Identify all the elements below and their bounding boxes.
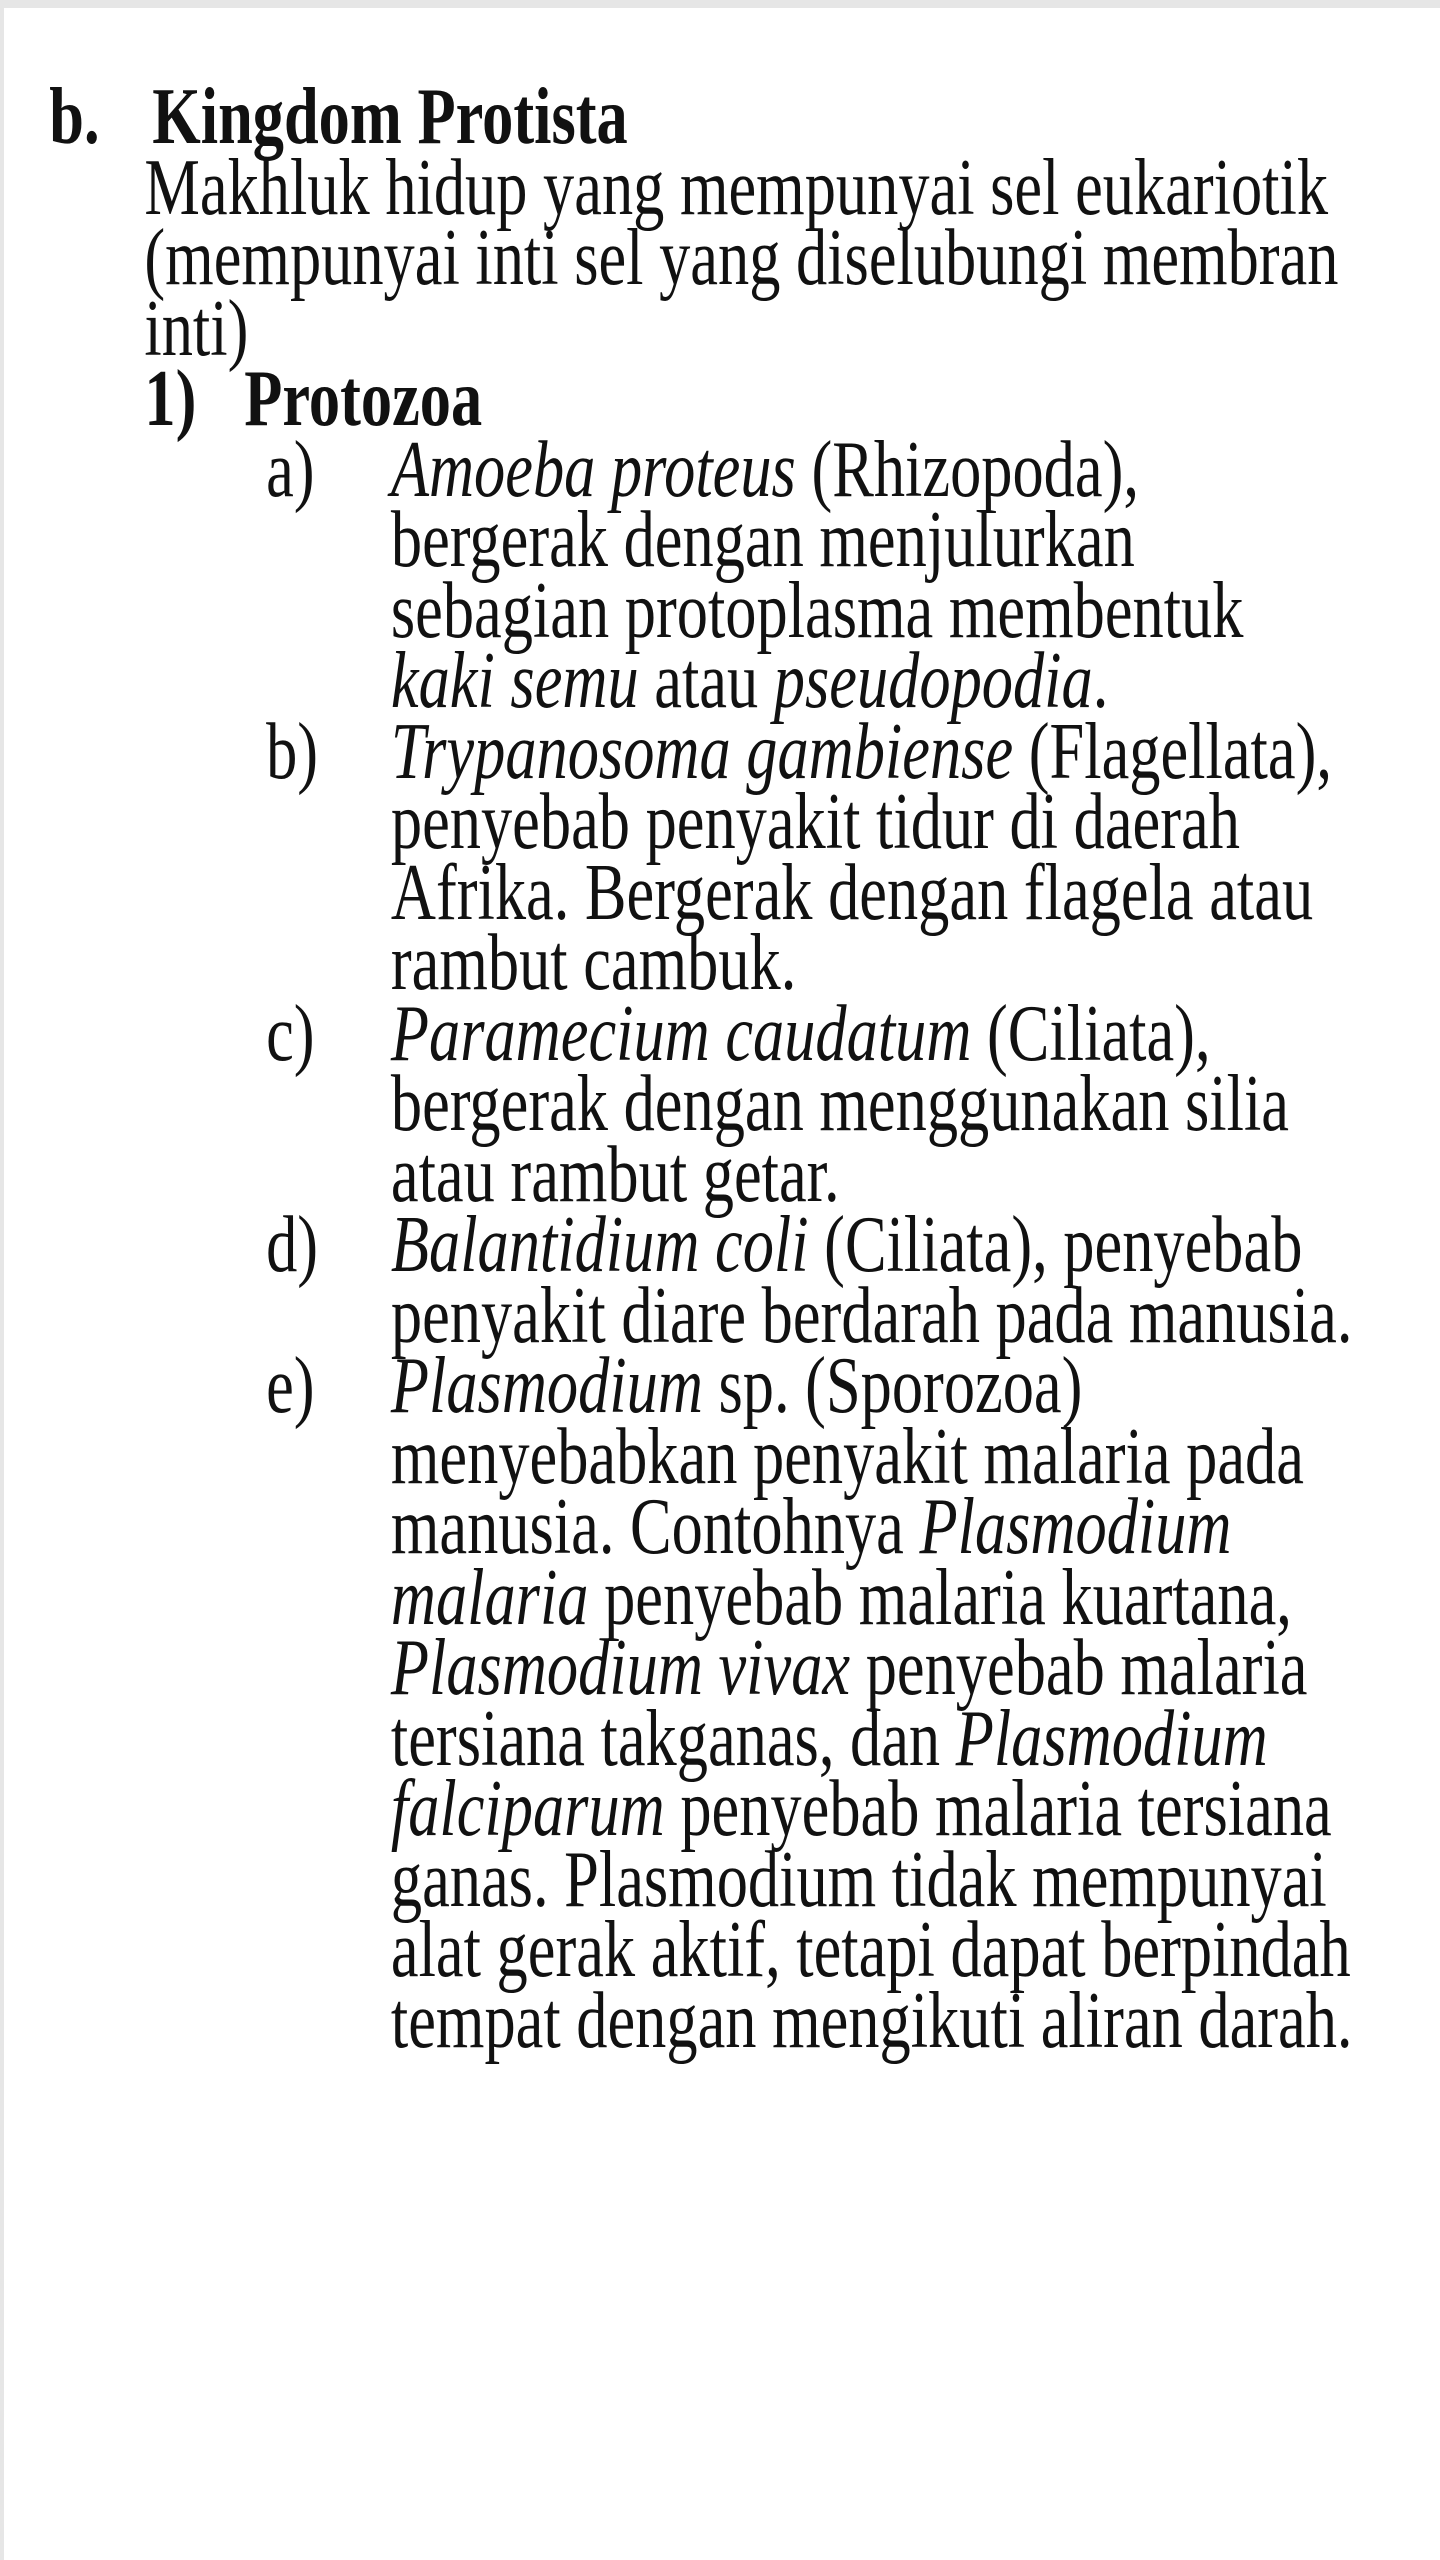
list-item-line	[4, 1835, 1440, 1924]
text-segment: bergerak dengan menggunakan silia	[390, 1060, 1290, 1148]
list-item-line	[4, 989, 1440, 1078]
list-item-text	[390, 1624, 1308, 1712]
list-item	[4, 989, 1440, 1219]
species-name: falciparum	[390, 1765, 665, 1853]
list-item-text	[390, 1060, 1290, 1148]
species-name: kaki semu	[390, 637, 639, 725]
document-body	[4, 73, 1440, 2065]
intro-line	[4, 143, 1440, 232]
text-segment: bergerak dengan menjulurkan	[390, 496, 1135, 584]
list-item-line	[4, 1694, 1440, 1783]
text-segment: atau	[638, 637, 774, 725]
text-segment: (Ciliata), penyebab	[808, 1201, 1303, 1289]
species-name: Plasmodium	[955, 1694, 1268, 1783]
list-item-text	[390, 778, 1240, 866]
list-item-marker: e)	[266, 1342, 315, 1430]
text-segment: ganas. Plasmodium tidak mempunyai	[390, 1835, 1327, 1924]
list-item-line	[4, 1553, 1440, 1642]
list-item-text	[390, 848, 1314, 937]
text-segment: penyebab malaria tersiana	[664, 1765, 1332, 1853]
text-segment: (Ciliata),	[971, 989, 1211, 1078]
intro-text: Makhluk hidup yang mempunyai sel eukariotik	[144, 143, 1329, 232]
text-segment: rambut cambuk.	[390, 919, 797, 1007]
list-item-marker: d)	[266, 1201, 319, 1289]
list-item-text	[390, 707, 1332, 796]
list-item-line	[4, 425, 1440, 514]
subsection-heading	[4, 355, 1440, 443]
text-segment: penyebab penyakit tidur di daerah	[390, 778, 1240, 866]
list-item-text	[390, 425, 1139, 514]
list-item-marker: b)	[266, 707, 319, 796]
list-item-text	[390, 566, 1244, 655]
list-item-line	[4, 1060, 1440, 1148]
list-item-text	[390, 989, 1211, 1078]
list-item-text	[390, 1976, 1353, 2065]
document-page	[4, 8, 1440, 2560]
text-segment: penyakit diare berdarah pada manusia.	[390, 1271, 1353, 1360]
list-item-text	[390, 919, 797, 1007]
text-segment: manusia. Contohnya	[390, 1483, 920, 1571]
list-item-line	[4, 707, 1440, 796]
text-segment: sebagian protoplasma membentuk	[390, 566, 1244, 655]
list-item-line	[4, 1976, 1440, 2065]
text-segment: penyebab malaria	[850, 1624, 1308, 1712]
text-segment: (Rhizopoda),	[795, 425, 1139, 514]
protozoa-list	[4, 425, 1440, 2065]
list-item-line	[4, 1130, 1440, 1219]
intro-line	[4, 214, 1440, 302]
list-item-text	[390, 1906, 1351, 1994]
section-marker: b.	[49, 73, 100, 161]
text-segment: atau rambut getar.	[390, 1130, 840, 1219]
list-item-line	[4, 778, 1440, 866]
text-segment: menyebabkan penyakit malaria pada	[390, 1412, 1304, 1501]
list-item	[4, 707, 1440, 1007]
species-name: Plasmodium	[390, 1342, 703, 1430]
list-item-line	[4, 1201, 1440, 1289]
list-item-text	[390, 1765, 1332, 1853]
list-item-line	[4, 1271, 1440, 1360]
list-item-marker: a)	[266, 425, 315, 514]
subsection-title: Protozoa	[244, 355, 483, 443]
species-name: Plasmodium	[919, 1483, 1232, 1571]
list-item	[4, 1201, 1440, 1360]
list-item-text	[390, 637, 1109, 725]
section-heading	[4, 73, 1440, 161]
text-segment: penyebab malaria kuartana,	[588, 1553, 1292, 1642]
species-name: malaria	[390, 1553, 589, 1642]
list-item-line	[4, 1624, 1440, 1712]
list-item-line	[4, 1906, 1440, 1994]
text-segment: (Flagellata),	[1013, 707, 1332, 796]
list-item-line	[4, 566, 1440, 655]
species-name: Trypanosoma gambiense	[390, 707, 1014, 796]
text-segment: tempat dengan mengikuti aliran darah.	[390, 1976, 1353, 2065]
text-segment: Afrika. Bergerak dengan flagela atau	[390, 848, 1314, 937]
list-item-text	[390, 1271, 1353, 1360]
intro-line	[4, 284, 1440, 373]
list-item-line	[4, 637, 1440, 725]
list-item-text	[390, 1412, 1304, 1501]
text-segment: .	[1092, 637, 1109, 725]
list-item-text	[390, 1835, 1327, 1924]
species-name: Balantidium coli	[390, 1201, 809, 1289]
list-item-text	[390, 1201, 1303, 1289]
list-item-marker: c)	[266, 989, 315, 1078]
subsection-marker: 1)	[144, 355, 197, 443]
species-name: Plasmodium vivax	[390, 1624, 851, 1712]
intro-text: (mempunyai inti sel yang diselubungi membran	[144, 214, 1339, 302]
list-item-text	[390, 1694, 1268, 1783]
list-item-text	[390, 496, 1135, 584]
section-intro	[4, 143, 1440, 373]
list-item-text	[390, 1130, 840, 1219]
text-segment: tersiana takganas, dan	[390, 1694, 956, 1783]
list-item	[4, 425, 1440, 725]
section-title: Kingdom Protista	[152, 73, 628, 161]
species-name: Paramecium caudatum	[390, 989, 972, 1078]
text-segment: sp. (Sporozoa)	[702, 1342, 1083, 1430]
list-item-line	[4, 1342, 1440, 1430]
list-item-text	[390, 1483, 1232, 1571]
list-item-text	[390, 1342, 1083, 1430]
intro-text: inti)	[144, 284, 249, 373]
list-item-line	[4, 848, 1440, 937]
list-item-line	[4, 1412, 1440, 1501]
list-item-line	[4, 919, 1440, 1007]
text-segment: alat gerak aktif, tetapi dapat berpindah	[390, 1906, 1351, 1994]
list-item-line	[4, 1483, 1440, 1571]
list-item-line	[4, 1765, 1440, 1853]
list-item-line	[4, 496, 1440, 584]
list-item	[4, 1342, 1440, 2065]
species-name: pseudopodia	[773, 637, 1093, 725]
list-item-text	[390, 1553, 1292, 1642]
species-name: Amoeba proteus	[390, 425, 796, 514]
